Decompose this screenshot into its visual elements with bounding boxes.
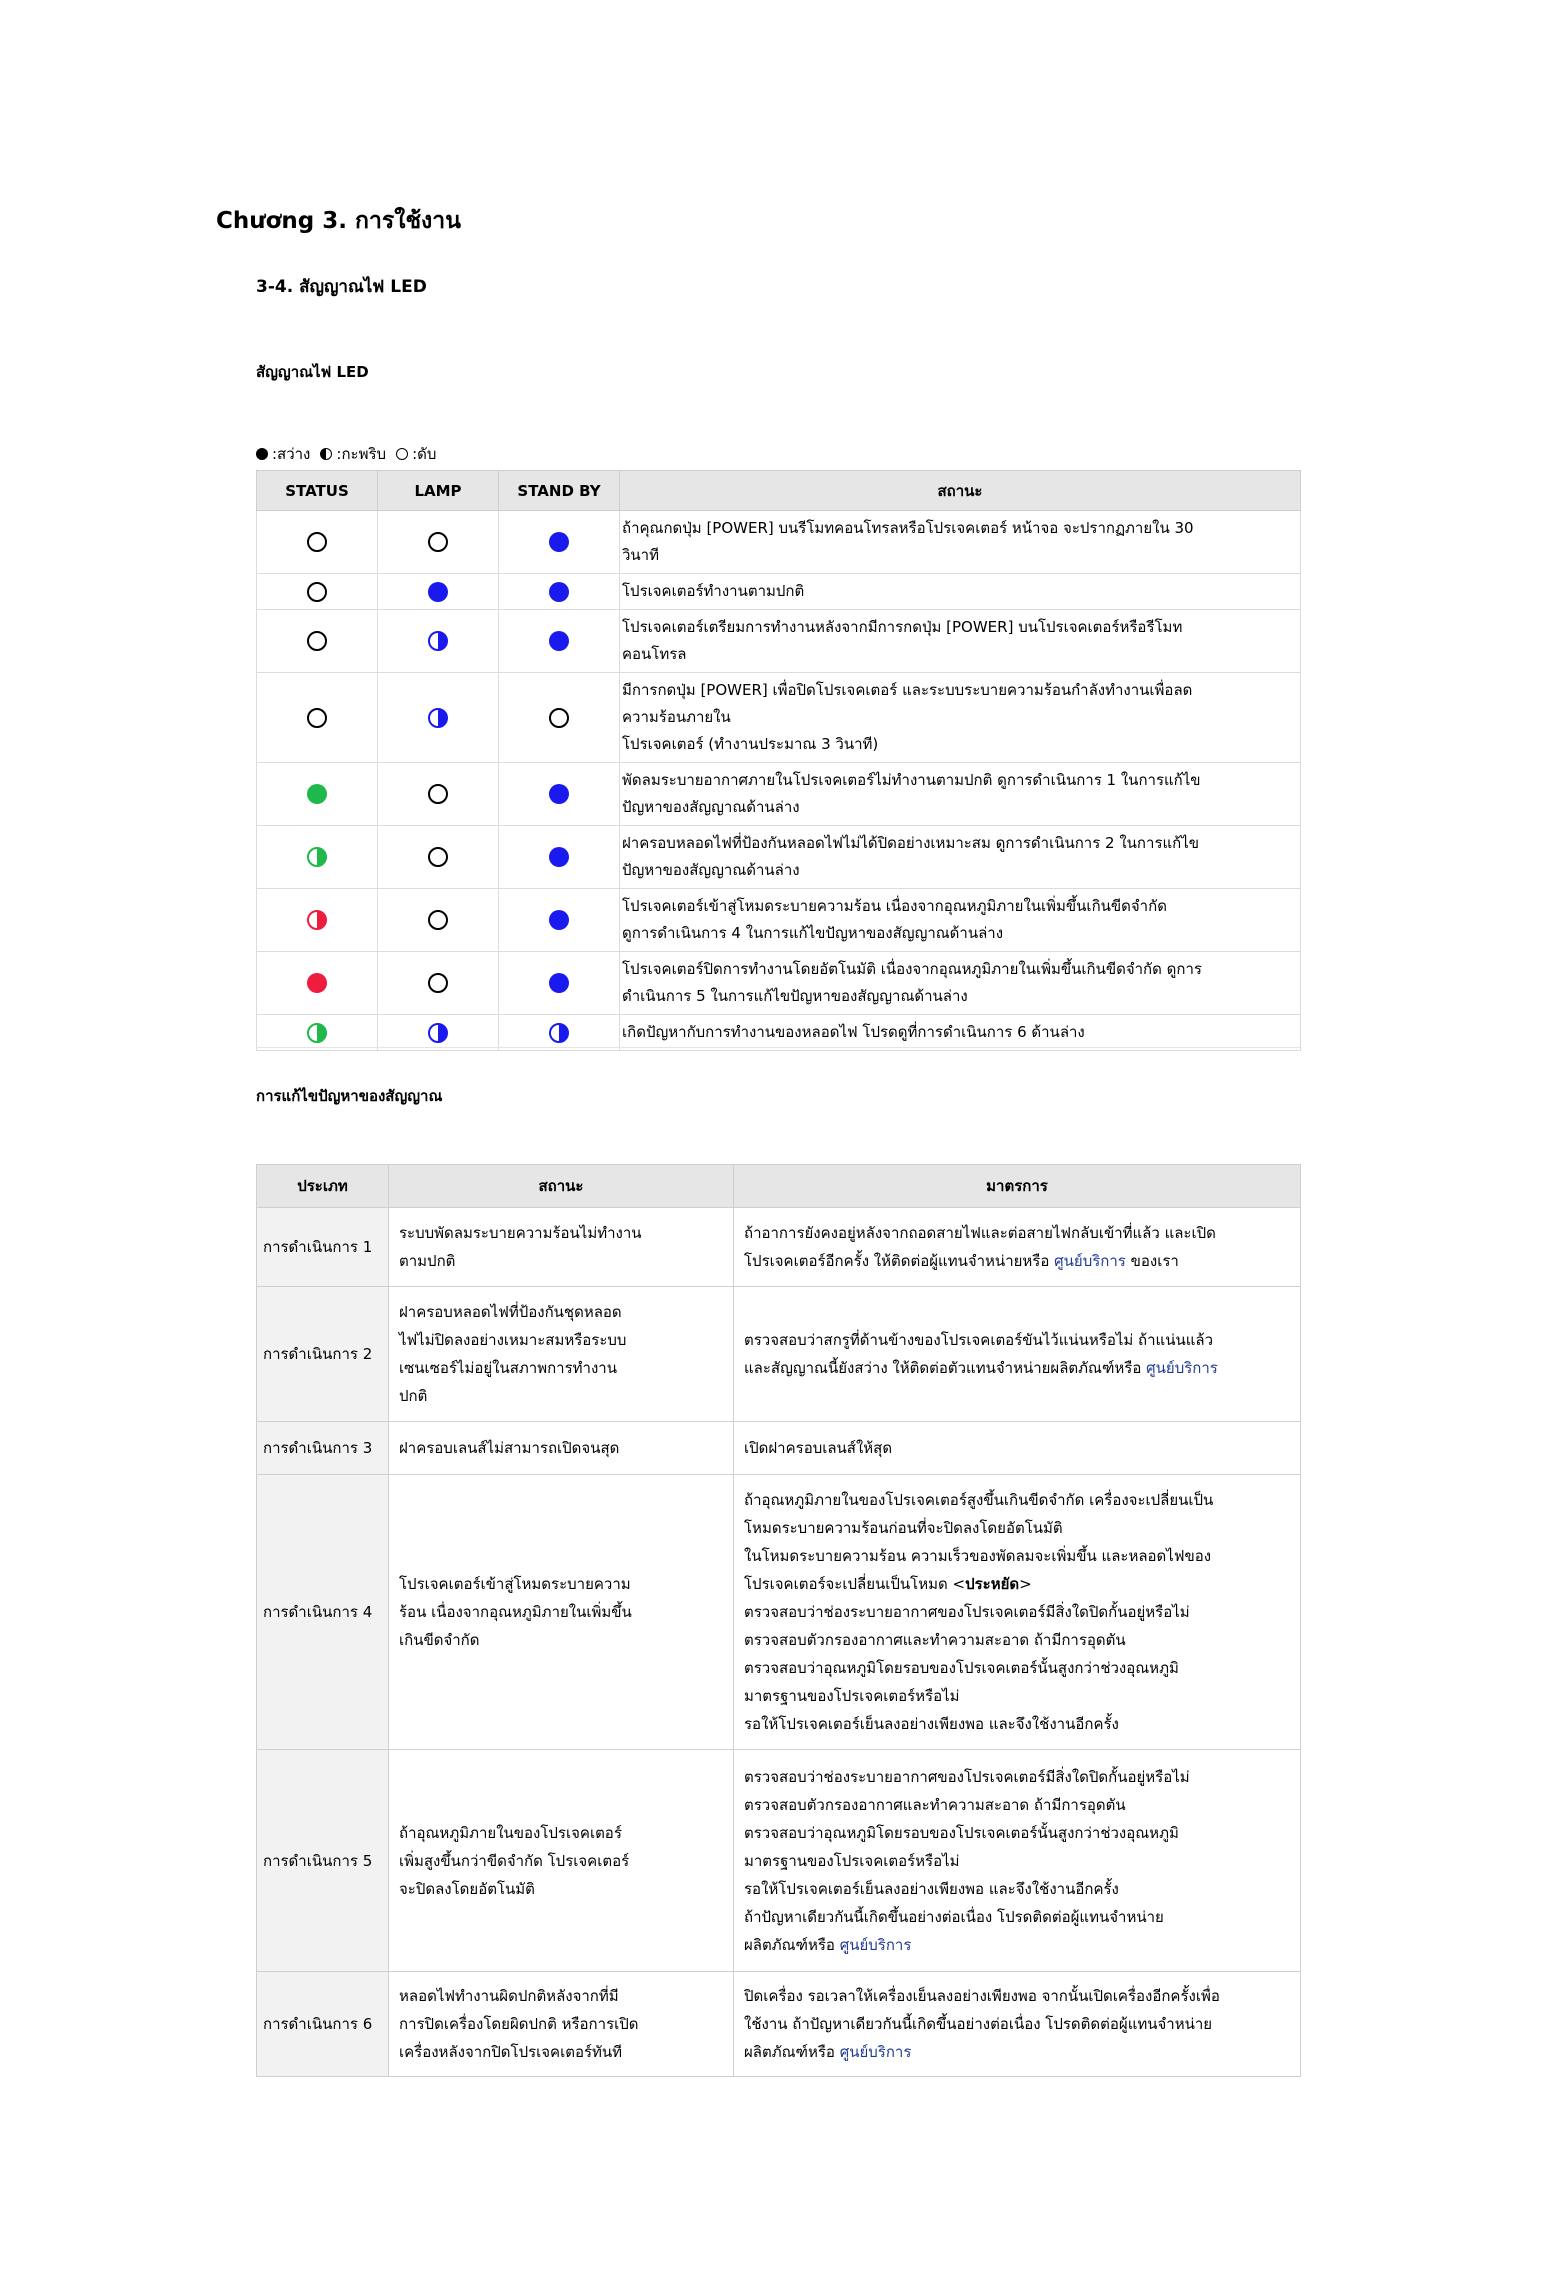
measure-text: ปิดเครื่อง รอเวลาให้เครื่องเย็นลงอย่างเพียงพอ จากนั้นเปิดเครื่องอีกครั้งเพื่อ <box>744 1987 1220 2005</box>
measure-line <box>744 2038 1290 2066</box>
measure-text: ผลิตภัณฑ์หรือ <box>744 1935 840 1954</box>
measure-cell <box>734 1422 1301 1475</box>
measure-text: ผลิตภัณฑ์หรือ <box>744 2043 840 2061</box>
measure-line <box>744 1626 1290 1654</box>
state-line: หลอดไฟทำงานผิดปกติหลังจากที่มี <box>399 1987 619 2005</box>
subsection-title: สัญญาณไฟ LED <box>256 363 369 381</box>
measure-text: ตรวจสอบว่าช่องระบายอากาศของโปรเจคเตอร์มีสิ่งใดปิดกั้นอยู่หรือไม่ <box>744 1603 1190 1621</box>
measure-text: รอให้โปรเจคเตอร์เย็นลงอย่างเพียงพอ และจึงใช้งานอีกครั้ง <box>744 1715 1119 1733</box>
measure-text: โปรเจคเตอร์อีกครั้ง ให้ติดต่อผู้แทนจำหน่ายหรือ <box>744 1252 1055 1270</box>
measure-line <box>744 1847 1290 1875</box>
led-status-table <box>256 470 1301 1051</box>
header-state: สถานะ <box>620 471 1301 511</box>
standby-cell <box>499 826 620 889</box>
standby-cell <box>499 952 620 1015</box>
led-table-body <box>257 511 1301 1051</box>
measure-text: เปิดฝาครอบเลนส์ให้สุด <box>744 1439 893 1457</box>
table-row <box>257 610 1301 673</box>
led-blink-green-icon <box>307 847 327 867</box>
led-off-icon <box>307 582 327 602</box>
table-row <box>257 1972 1301 2077</box>
measure-line <box>744 1763 1290 1791</box>
measure-cell <box>734 1208 1301 1287</box>
led-off-icon <box>307 532 327 552</box>
status-cell <box>257 763 378 826</box>
led-blink-blue-icon <box>428 1023 448 1043</box>
service-center-link[interactable]: ศูนย์บริการ <box>839 1935 912 1954</box>
type-cell: การดำเนินการ 5 <box>257 1750 389 1972</box>
state-line: ปัญหาของสัญญาณด้านล่าง <box>622 861 800 879</box>
lamp-cell <box>378 826 499 889</box>
table-row <box>257 1015 1301 1051</box>
troubleshoot-title: การแก้ไขปัญหาของสัญญาณ <box>256 1087 443 1105</box>
standby-cell <box>499 610 620 673</box>
led-off-icon <box>428 532 448 552</box>
status-cell <box>257 1015 378 1051</box>
led-blink-icon <box>320 448 332 460</box>
troubleshoot-table <box>256 1164 1301 2077</box>
state-line: ปกติ <box>399 1387 428 1405</box>
led-blue-icon <box>549 910 569 930</box>
measure-text: ถ้าอาการยังคงอยู่หลังจากถอดสายไฟและต่อสายไฟกลับเข้าที่แล้ว และเปิด <box>744 1224 1216 1242</box>
state-line: เครื่องหลังจากปิดโปรเจคเตอร์ทันที <box>399 2043 623 2061</box>
state-cell <box>389 1475 734 1750</box>
state-line: ฝาครอบเลนส์ไม่สามารถเปิดจนสุด <box>399 1439 620 1457</box>
state-line: ระบบพัดลมระบายความร้อนไม่ทำงาน <box>399 1224 642 1242</box>
state-line: ถ้าคุณกดปุ่ม [POWER] บนรีโมทคอนโทรลหรือโปรเจคเตอร์ หน้าจอ จะปรากฏภายใน 30 <box>622 519 1194 537</box>
table-row <box>257 952 1301 1015</box>
led-green-icon <box>307 784 327 804</box>
standby-cell <box>499 511 620 574</box>
state-cell <box>389 1208 734 1287</box>
state-line: ร้อน เนื่องจากอุณหภูมิภายในเพิ่มขึ้น <box>399 1603 632 1621</box>
measure-text: ถ้าปัญหาเดียวกันนี้เกิดขึ้นอย่างต่อเนื่อง โปรดติดต่อผู้แทนจำหน่าย <box>744 1907 1164 1926</box>
state-line: วินาที <box>622 546 659 564</box>
led-off-icon <box>428 847 448 867</box>
measure-line <box>744 1486 1290 1514</box>
state-line: การปิดเครื่องโดยผิดปกติ หรือการเปิด <box>399 2015 639 2033</box>
measure-bold-text: ประหยัด <box>965 1575 1020 1593</box>
measure-text: ถ้าอุณหภูมิภายในของโปรเจคเตอร์สูงขึ้นเกินขีดจำกัด เครื่องจะเปลี่ยนเป็น <box>744 1491 1214 1509</box>
table-header-row <box>257 1165 1301 1208</box>
measure-line <box>744 1819 1290 1847</box>
measure-text: และสัญญาณนี้ยังสว่าง ให้ติดต่อตัวแทนจำหน่ายผลิตภัณฑ์หรือ <box>744 1359 1147 1377</box>
state-line: โปรเจคเตอร์ทำงานตามปกติ <box>622 582 805 600</box>
type-cell: การดำเนินการ 6 <box>257 1972 389 2077</box>
led-blink-blue-icon <box>549 1023 569 1043</box>
measure-text: ในโหมดระบายความร้อน ความเร็วของพัดลมจะเพิ่มขึ้น และหลอดไฟของ <box>744 1547 1212 1565</box>
measure-cell <box>734 1972 1301 2077</box>
table-row <box>257 511 1301 574</box>
state-line: จะปิดลงโดยอัตโนมัติ <box>399 1879 535 1898</box>
state-cell <box>389 1750 734 1972</box>
service-center-link[interactable]: ศูนย์บริการ <box>1146 1359 1218 1377</box>
state-line: มีการกดปุ่ม [POWER] เพื่อปิดโปรเจคเตอร์ และระบบระบายความร้อนกำลังทำงานเพื่อลด <box>622 681 1193 699</box>
type-cell: การดำเนินการ 3 <box>257 1422 389 1475</box>
table-row <box>257 574 1301 610</box>
header-type: ประเภท <box>257 1165 389 1208</box>
status-cell <box>257 610 378 673</box>
table-row <box>257 1208 1301 1287</box>
state-line: ถ้าอุณหภูมิภายในของโปรเจคเตอร์ <box>399 1823 622 1842</box>
state-line: ฝาครอบหลอดไฟที่ป้องกันหลอดไฟไม่ได้ปิดอย่างเหมาะสม ดูการดำเนินการ 2 ในการแก้ไข <box>622 834 1200 852</box>
header-lamp: LAMP <box>378 471 499 511</box>
type-cell: การดำเนินการ 4 <box>257 1475 389 1750</box>
state-line: ฝาครอบหลอดไฟที่ป้องกันชุดหลอด <box>399 1303 622 1321</box>
state-line: ดูการดำเนินการ 4 ในการแก้ไขปัญหาของสัญญาณด้านล่าง <box>622 924 1004 942</box>
state-line: เซนเซอร์ไม่อยู่ในสภาพการทำงาน <box>399 1359 617 1377</box>
measure-cell <box>734 1287 1301 1422</box>
measure-line <box>744 1903 1290 1931</box>
state-line: ปัญหาของสัญญาณด้านล่าง <box>622 798 800 816</box>
standby-cell <box>499 889 620 952</box>
state-cell <box>620 673 1301 763</box>
measure-text: รอให้โปรเจคเตอร์เย็นลงอย่างเพียงพอ และจึงใช้งานอีกครั้ง <box>744 1879 1119 1898</box>
measure-line <box>744 1982 1290 2010</box>
led-off-icon <box>549 708 569 728</box>
standby-cell <box>499 763 620 826</box>
lamp-cell <box>378 610 499 673</box>
measure-text-after: > <box>1019 1575 1032 1593</box>
state-line: พัดลมระบายอากาศภายในโปรเจคเตอร์ไม่ทำงานตามปกติ ดูการดำเนินการ 1 ในการแก้ไข <box>622 771 1201 789</box>
measure-cell <box>734 1475 1301 1750</box>
header-state: สถานะ <box>389 1165 734 1208</box>
led-blue-icon <box>428 582 448 602</box>
lamp-cell <box>378 1015 499 1051</box>
state-line: ดำเนินการ 5 ในการแก้ไขปัญหาของสัญญาณด้านล่าง <box>622 987 968 1005</box>
measure-text: ตรวจสอบว่าอุณหภูมิโดยรอบของโปรเจคเตอร์นั้นสูงกว่าช่วงอุณหภูมิ <box>744 1659 1179 1677</box>
table-row <box>257 1475 1301 1750</box>
state-cell <box>620 511 1301 574</box>
measure-line <box>744 1434 1290 1462</box>
state-cell <box>389 1422 734 1475</box>
led-blue-icon <box>549 582 569 602</box>
led-blue-icon <box>549 847 569 867</box>
measure-text: ตรวจสอบว่าสกรูที่ด้านข้างของโปรเจคเตอร์ขันไว้แน่นหรือไม่ ถ้าแน่นแล้ว <box>744 1331 1214 1349</box>
led-blue-icon <box>549 784 569 804</box>
status-cell <box>257 673 378 763</box>
measure-line <box>744 1219 1290 1247</box>
state-cell <box>620 610 1301 673</box>
state-line: โปรเจคเตอร์ (ทำงานประมาณ 3 วินาที) <box>622 735 879 753</box>
service-center-link[interactable]: ศูนย์บริการ <box>1054 1252 1126 1270</box>
led-on-icon <box>256 448 268 460</box>
header-standby: STAND BY <box>499 471 620 511</box>
state-cell <box>620 574 1301 610</box>
lamp-cell <box>378 952 499 1015</box>
state-cell <box>389 1972 734 2077</box>
measure-line <box>744 1542 1290 1570</box>
led-blue-icon <box>549 973 569 993</box>
measure-text: ตรวจสอบว่าช่องระบายอากาศของโปรเจคเตอร์มีสิ่งใดปิดกั้นอยู่หรือไม่ <box>744 1767 1190 1786</box>
status-cell <box>257 826 378 889</box>
state-line: เกิดปัญหากับการทำงานของหลอดไฟ โปรดดูที่การดำเนินการ 6 ด้านล่าง <box>622 1023 1085 1041</box>
type-cell: การดำเนินการ 1 <box>257 1208 389 1287</box>
led-off-icon <box>307 631 327 651</box>
service-center-link[interactable]: ศูนย์บริการ <box>839 2043 912 2061</box>
state-line: โปรเจคเตอร์เตรียมการทำงานหลังจากมีการกดปุ่ม [POWER] บนโปรเจคเตอร์หรือรีโมท <box>622 618 1183 636</box>
led-blink-blue-icon <box>428 631 448 651</box>
measure-line <box>744 1682 1290 1710</box>
state-line: โปรเจคเตอร์เข้าสู่โหมดระบายความ <box>399 1575 631 1593</box>
state-line: ตามปกติ <box>399 1252 456 1270</box>
measure-cell <box>734 1750 1301 1972</box>
led-legend <box>256 442 436 466</box>
measure-text: ตรวจสอบตัวกรองอากาศและทำความสะอาด ถ้ามีการอุดตัน <box>744 1795 1126 1814</box>
troubleshoot-table-body <box>257 1208 1301 2077</box>
measure-line <box>744 1791 1290 1819</box>
measure-text: ตรวจสอบตัวกรองอากาศและทำความสะอาด ถ้ามีการอุดตัน <box>744 1631 1126 1649</box>
legend-on-label: :สว่าง <box>272 445 311 463</box>
measure-line <box>744 1710 1290 1738</box>
led-off-icon <box>428 973 448 993</box>
table-row <box>257 826 1301 889</box>
table-header-row <box>257 471 1301 511</box>
measure-text: โปรเจคเตอร์จะเปลี่ยนเป็นโหมด < <box>744 1575 966 1593</box>
standby-cell <box>499 673 620 763</box>
measure-line <box>744 2010 1290 2038</box>
legend-blink-label: :กะพริบ <box>336 445 387 463</box>
chapter-title: Chương 3. การใช้งาน <box>216 208 461 234</box>
lamp-cell <box>378 574 499 610</box>
table-row <box>257 763 1301 826</box>
measure-text: โหมดระบายความร้อนก่อนที่จะปิดลงโดยอัตโนมัติ <box>744 1519 1063 1537</box>
measure-line <box>744 1875 1290 1903</box>
legend-off-label: :ดับ <box>412 445 437 463</box>
state-line: โปรเจคเตอร์ปิดการทำงานโดยอัตโนมัติ เนื่องจากอุณหภูมิภายในเพิ่มขึ้นเกินขีดจำกัด ดูการ <box>622 960 1202 978</box>
table-row <box>257 673 1301 763</box>
status-cell <box>257 889 378 952</box>
header-status: STATUS <box>257 471 378 511</box>
state-cell <box>620 952 1301 1015</box>
standby-cell <box>499 574 620 610</box>
state-cell <box>620 1015 1301 1051</box>
state-line: ความร้อนภายใน <box>622 708 731 726</box>
measure-text: มาตรฐานของโปรเจคเตอร์หรือไม่ <box>744 1851 960 1870</box>
lamp-cell <box>378 889 499 952</box>
state-line: เกินขีดจำกัด <box>399 1631 480 1649</box>
led-off-icon <box>307 708 327 728</box>
type-cell: การดำเนินการ 2 <box>257 1287 389 1422</box>
divider <box>256 1047 1300 1048</box>
led-red-icon <box>307 973 327 993</box>
state-line: โปรเจคเตอร์เข้าสู่โหมดระบายความร้อน เนื่องจากอุณหภูมิภายในเพิ่มขึ้นเกินขีดจำกัด <box>622 897 1167 915</box>
table-row <box>257 1422 1301 1475</box>
measure-line <box>744 1598 1290 1626</box>
measure-text: ใช้งาน ถ้าปัญหาเดียวกันนี้เกิดขึ้นอย่างต่อเนื่อง โปรดติดต่อผู้แทนจำหน่าย <box>744 2015 1213 2033</box>
led-blink-blue-icon <box>428 708 448 728</box>
led-off-icon <box>396 448 408 460</box>
led-blink-red-icon <box>307 910 327 930</box>
led-off-icon <box>428 784 448 804</box>
led-off-icon <box>428 910 448 930</box>
table-row <box>257 1287 1301 1422</box>
led-blink-green-icon <box>307 1023 327 1043</box>
measure-line <box>744 1514 1290 1542</box>
table-row <box>257 1750 1301 1972</box>
measure-line <box>744 1354 1290 1382</box>
measure-line <box>744 1570 1290 1598</box>
status-cell <box>257 952 378 1015</box>
table-row <box>257 889 1301 952</box>
state-line: ไฟไม่ปิดลงอย่างเหมาะสมหรือระบบ <box>399 1331 627 1349</box>
state-cell <box>620 763 1301 826</box>
measure-text-after: ของเรา <box>1125 1252 1179 1270</box>
standby-cell <box>499 1015 620 1051</box>
header-measure: มาตรการ <box>734 1165 1301 1208</box>
state-cell <box>620 889 1301 952</box>
lamp-cell <box>378 673 499 763</box>
measure-text: มาตรฐานของโปรเจคเตอร์หรือไม่ <box>744 1687 960 1705</box>
status-cell <box>257 574 378 610</box>
measure-line <box>744 1931 1290 1959</box>
lamp-cell <box>378 763 499 826</box>
state-line: เพิ่มสูงขึ้นกว่าขีดจำกัด โปรเจคเตอร์ <box>399 1851 630 1870</box>
measure-line <box>744 1654 1290 1682</box>
state-cell <box>389 1287 734 1422</box>
measure-text: ตรวจสอบว่าอุณหภูมิโดยรอบของโปรเจคเตอร์นั้นสูงกว่าช่วงอุณหภูมิ <box>744 1823 1179 1842</box>
section-title: 3-4. สัญญาณไฟ LED <box>256 277 427 297</box>
measure-line <box>744 1326 1290 1354</box>
measure-line <box>744 1247 1290 1275</box>
status-cell <box>257 511 378 574</box>
state-cell <box>620 826 1301 889</box>
led-blue-icon <box>549 631 569 651</box>
lamp-cell <box>378 511 499 574</box>
state-line: คอนโทรล <box>622 645 687 663</box>
led-blue-icon <box>549 532 569 552</box>
